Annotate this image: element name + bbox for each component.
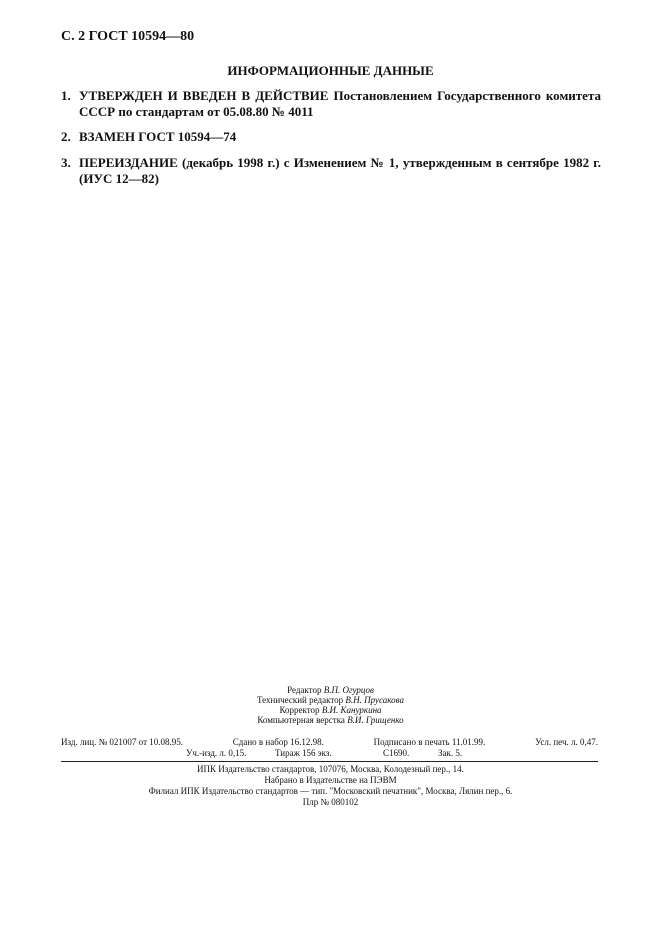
imprint-pub-sheets: Уч.-изд. л. 0,15. [186,748,247,758]
credit-proofreader [0,705,661,715]
credit-role: Редактор [287,685,324,695]
item-body [79,129,601,145]
credits-block [0,685,661,725]
page-header: С. 2 ГОСТ 10594—80 [61,29,195,44]
imprint-circulation: Тираж 156 экз. [275,748,332,758]
credit-name: В.И. Грищенко [347,715,404,725]
publisher-block [0,764,661,808]
info-item-replaces [61,129,601,145]
divider [61,761,598,762]
credit-tech-editor [0,695,661,705]
imprint-license: Изд. лиц. № 021007 от 10.08.95. [61,737,183,747]
item-lead: УТВЕРЖДЕН И ВВЕДЕН В ДЕЙСТВИЕ [79,88,329,103]
imprint-print-sheets: Усл. печ. л. 0,47. [535,737,598,747]
imprint-row-2 [186,748,598,759]
imprint-signed-date: Подписано в печать 11.01.99. [373,737,486,747]
imprint-typeset-date: Сдано в набор 16.12.98. [232,737,324,747]
credit-editor [0,685,661,695]
item-body [79,88,601,120]
publisher-line: Плр № 080102 [302,797,359,807]
item-text: Изменением № 1, утвержденным в сентябре 1982 г. (ИУС 12—82) [79,155,601,186]
credit-role: Компьютерная верстка [257,715,348,725]
publisher-line: Филиал ИПК Издательство стандартов — тип. "Московский печатник", Москва, Лялин пер., 6. [148,786,513,796]
item-body [79,155,601,187]
item-number: 2. [61,129,71,144]
credit-name: В.П. Огурцов [323,685,374,695]
info-item-approved [61,88,601,120]
credit-name: В.Н. Прусакова [345,695,405,705]
imprint-row-1 [61,737,598,748]
credit-role: Корректор [279,705,322,715]
item-number: 3. [61,155,71,170]
credit-layout [0,715,661,725]
item-text: Постановлением Государственного комитета СССР по стандартам от 05.08.80 № 4011 [79,88,601,119]
section-title: ИНФОРМАЦИОННЫЕ ДАННЫЕ [227,63,434,78]
item-lead: ВЗАМЕН ГОСТ 10594—74 [79,129,237,144]
imprint-block [61,737,598,759]
credit-role: Технический редактор [256,695,346,705]
publisher-line: ИПК Издательство стандартов, 107076, Москва, Колодезный пер., 14. [197,764,464,774]
info-item-reissue [61,155,601,187]
publisher-line: Набрано в Издательстве на ПЭВМ [264,775,397,785]
item-lead: ПЕРЕИЗДАНИЕ (декабрь 1998 г.) с [79,155,290,170]
imprint-order: Зак. 5. [438,748,463,758]
credit-name: В.И. Кануркина [321,705,382,715]
item-number: 1. [61,88,71,103]
imprint-code: С1690. [383,748,410,758]
